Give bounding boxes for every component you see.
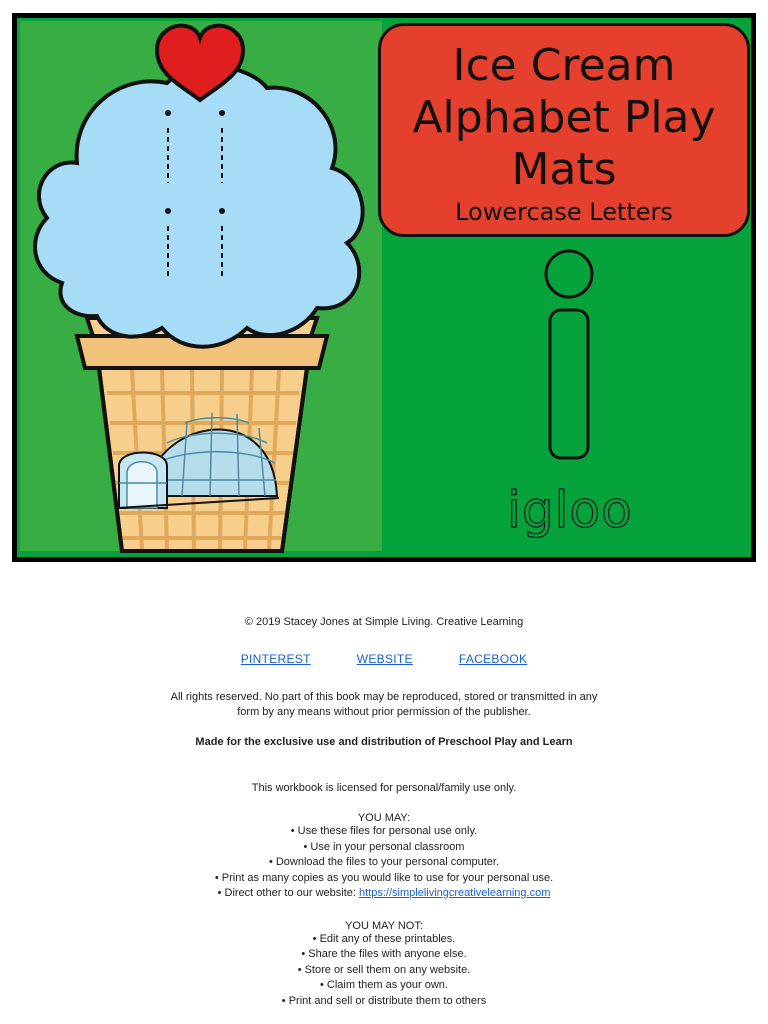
may-not-item: • Print and sell or distribute them to others: [281, 994, 487, 1007]
may-not-item: • Store or sell them on any website.: [297, 963, 471, 976]
website-url-link[interactable]: https://simplelivingcreativelearning.com: [359, 887, 551, 899]
title-box: [378, 23, 750, 237]
facebook-link[interactable]: FACEBOOK: [458, 652, 528, 666]
may-item-website-prefix: • Direct other to our website:: [217, 887, 360, 899]
social-links: [0, 652, 768, 666]
copyright-footer: [0, 610, 768, 1009]
may-not-item: • Share the files with anyone else.: [301, 948, 467, 960]
rights-notice: All rights reserved. No part of this book may be reproduced, stored or transmitted in any form by any means without prior permission of the publisher.: [170, 691, 598, 718]
letter-i-outline: [542, 248, 602, 468]
cover-background: [17, 18, 751, 557]
ice-cream-scoop: [35, 67, 363, 347]
exclusive-notice: Made for the exclusive use and distribution of Preschool Play and Learn: [195, 736, 573, 748]
you-may-not-heading: YOU MAY NOT:: [345, 919, 423, 932]
you-may-heading: YOU MAY:: [357, 812, 411, 824]
title-line-1: Ice Cream: [452, 40, 676, 91]
may-not-item: • Edit any of these printables.: [312, 932, 456, 945]
may-item: • Download the files to your personal computer.: [268, 856, 500, 868]
copyright-text: © 2019 Stacey Jones at Simple Living. Creative Learning: [244, 616, 524, 628]
title-line-2: Alphabet Play: [412, 92, 716, 143]
may-item: • Use these files for personal use only.: [290, 825, 478, 837]
subtitle: Lowercase Letters: [455, 198, 673, 226]
may-not-item: • Claim them as your own.: [320, 979, 448, 991]
ice-cream-illustration: [17, 18, 387, 557]
license-notice: This workbook is licensed for personal/family use only.: [251, 782, 517, 794]
word-igloo: igloo: [507, 481, 633, 539]
website-link[interactable]: WEBSITE: [356, 652, 413, 666]
may-item: • Use in your personal classroom: [303, 840, 465, 853]
may-item-website: [0, 886, 768, 902]
may-item: • Print as many copies as you would like to use for your personal use.: [214, 871, 554, 884]
title-line-3: Mats: [511, 144, 617, 195]
cover-image-frame: [12, 13, 756, 562]
pinterest-link[interactable]: PINTEREST: [240, 652, 311, 666]
